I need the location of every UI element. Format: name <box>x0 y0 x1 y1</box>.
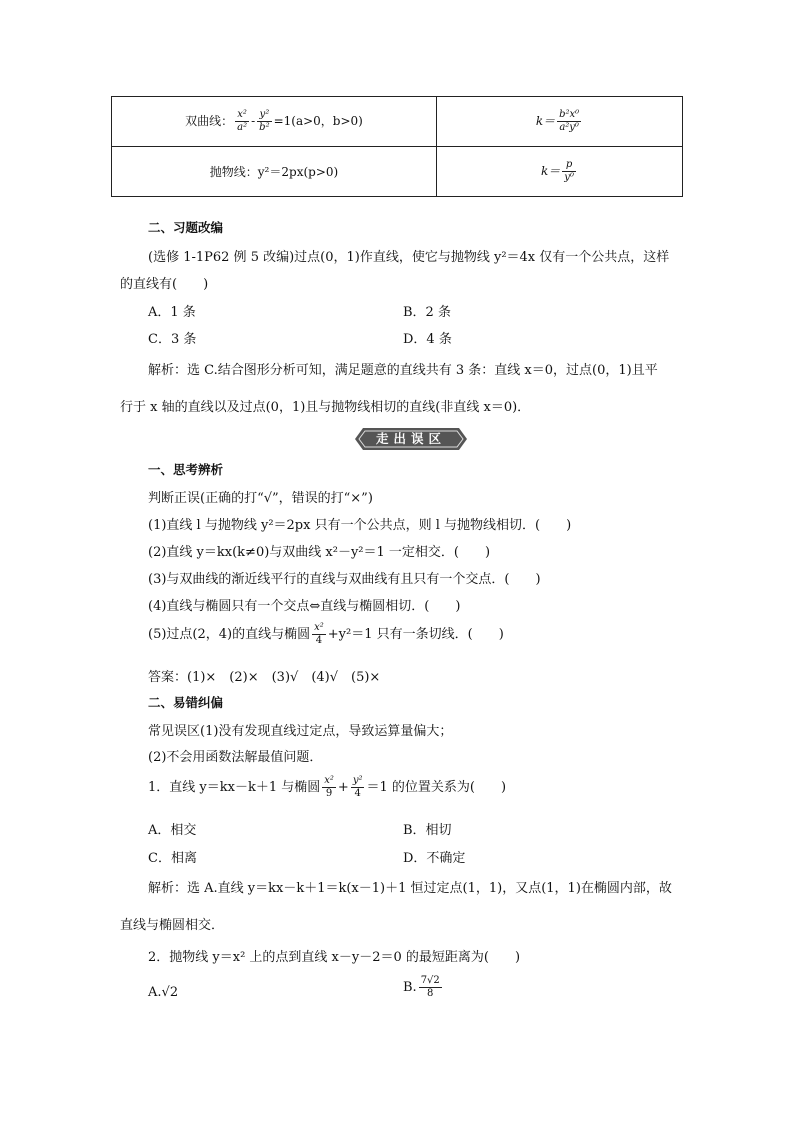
hyperbola-label: 双曲线： <box>185 114 234 128</box>
section-heading-errors: 二、易错纠偏 <box>148 695 224 710</box>
hyperbola-slope-frac: $\frac{\text{b²x⁰}}{\text{a²y⁰}}$ <box>559 109 580 133</box>
judge-item-2: (2)直线 y＝kx(k≠0)与双曲线 x²－y²＝1 一定相交．( ) <box>148 545 491 560</box>
option-b: B．2 条 <box>403 305 451 320</box>
judge-answers: 答案：(1)× (2)× (3)√ (4)√ (5)× <box>148 670 381 685</box>
q1-option-a: A．相交 <box>148 823 197 838</box>
question-2: 2．抛物线 y＝x² 上的点到直线 x－y－2＝0 的最短距离为( ) <box>148 950 521 965</box>
x2-over-9: $\frac{\text{x²}}{9}$ <box>324 775 334 799</box>
judge-item-5: (5)过点(2，4)的直线与椭圆 $\frac{\text{x²}}{4}$ +y²＝1 只有一条切线．( ) <box>148 622 504 646</box>
question-line-2: 的直线有( ) <box>120 277 209 292</box>
q1-solution-line-2: 直线与椭圆相交． <box>120 918 225 933</box>
hyperbola-condition: =1(a>0，b>0) <box>273 114 363 128</box>
seven-root2-over-8: $\frac{7√2}{8}$ <box>420 975 440 999</box>
q2-option-b: B. $\frac{7√2}{8}$ <box>403 975 440 999</box>
judge-intro: 判断正误(正确的打“√”，错误的打“×”) <box>148 491 373 506</box>
option-a: A．1 条 <box>148 305 196 320</box>
solution-line-1: 解析：选 C.结合图形分析可知，满足题意的直线共有 3 条：直线 x＝0，过点(0，1)且平 <box>148 363 658 378</box>
banner-label: 走出误区 <box>375 431 446 446</box>
q1-option-c: C．相离 <box>148 851 197 866</box>
question-line-1: (选修 1-1P62 例 5 改编)过点(0，1)作直线，使它与抛物线 y²＝4x 仅有一个公共点，这样 <box>148 250 670 265</box>
question-1: 1．直线 y＝kx－k＋1 与椭圆 $\frac{\text{x²}}{9}$ + $\frac{\text{y²}}{4}$ ＝1 的位置关系为( ) <box>148 775 507 799</box>
y2-over-4: $\frac{\text{y²}}{4}$ <box>352 775 363 799</box>
parabola-slope-frac: $\frac{p}{\text{y⁰}}$ <box>564 159 574 183</box>
x2-over-4: $\frac{\text{x²}}{4}$ <box>314 622 324 646</box>
parabola-cell <box>112 147 437 197</box>
y2-over-b2: $\frac{\text{y²}}{\text{b²}}$ <box>259 109 270 133</box>
section-heading-exercises: 二、习题改编 <box>148 220 224 235</box>
option-d: D．4 条 <box>403 332 452 347</box>
misconception-line-2: (2)不会用函数法解最值问题． <box>148 750 323 765</box>
q1-option-b: B．相切 <box>403 823 452 838</box>
formula-table <box>111 96 683 197</box>
hyperbola-cell: 双曲线： $\frac{\text{x²}}{\text{a²}}$ - $\frac{\text{y²}}{\text{b²}}$ =1(a>0，b>0) <box>112 97 437 147</box>
parabola-label: 抛物线：y²＝2px(p>0) <box>209 165 339 179</box>
q1-option-d: D．不确定 <box>403 851 466 866</box>
judge-item-1: (1)直线 l 与抛物线 y²＝2px 只有一个公共点，则 l 与抛物线相切．( ) <box>148 518 572 533</box>
option-c: C．3 条 <box>148 332 197 347</box>
section-heading-reflection: 一、思考辨析 <box>148 462 224 477</box>
section-banner <box>355 428 467 450</box>
hyperbola-slope-cell: k＝ $\frac{\text{b²x⁰}}{\text{a²y⁰}}$ <box>437 97 683 147</box>
x2-over-a2: $\frac{\text{x²}}{\text{a²}}$ <box>237 109 248 133</box>
q1-solution-line-1: 解析：选 A.直线 y＝kx－k＋1＝k(x－1)＋1 恒过定点(1，1)，又点(1，1)在椭圆内部，故 <box>148 881 672 896</box>
solution-line-2: 行于 x 轴的直线以及过点(0，1)且与抛物线相切的直线(非直线 x＝0)． <box>120 400 531 415</box>
misconception-line-1: 常见误区(1)没有发现直线过定点，导致运算量偏大； <box>148 724 453 739</box>
parabola-slope-cell: k＝ $\frac{p}{\text{y⁰}}$ <box>437 147 683 197</box>
judge-item-4: (4)直线与椭圆只有一个交点⇔直线与椭圆相切．( ) <box>148 599 461 614</box>
judge-item-3: (3)与双曲线的渐近线平行的直线与双曲线有且只有一个交点．( ) <box>148 572 541 587</box>
q2-option-a: A.√2 <box>148 985 179 1000</box>
